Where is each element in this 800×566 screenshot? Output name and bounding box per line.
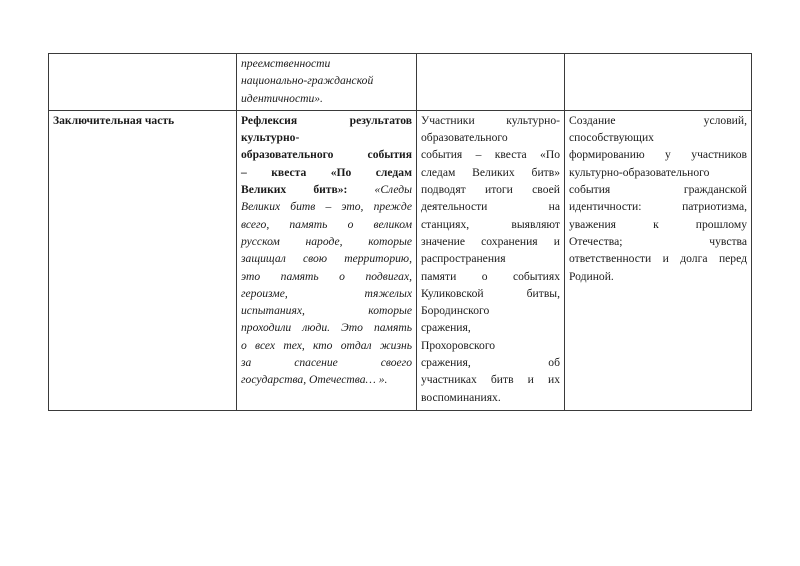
cell-content — [237, 54, 417, 111]
cell-activity — [417, 110, 565, 410]
text-run: культурно- — [241, 131, 300, 145]
text-run: события – квеста «По — [421, 148, 560, 162]
cell-text-line — [421, 198, 560, 215]
cell-stage — [49, 110, 237, 410]
cell-text-line — [241, 55, 412, 72]
cell-text-line — [569, 233, 747, 250]
text-run: культурно-образовательного — [569, 165, 710, 179]
text-run: идентичности: патриотизма, — [569, 200, 747, 214]
cell-text-line — [241, 233, 412, 250]
cell-text-line — [569, 129, 747, 146]
text-run: Участники культурно- — [421, 113, 560, 127]
cell-text-line — [241, 216, 412, 233]
cell-text-line — [241, 146, 412, 163]
text-run: испытаниях, которые — [241, 304, 412, 318]
text-run: следам Великих битв» — [421, 165, 560, 179]
text-run: события гражданской — [569, 183, 747, 197]
cell-text-line — [241, 250, 412, 267]
text-run: деятельности на — [421, 200, 560, 214]
text-run: защищал свою территорию, — [241, 252, 412, 266]
cell-text-line — [421, 354, 560, 371]
cell-text-line — [421, 112, 560, 129]
text-run: русском народе, которые — [241, 234, 412, 248]
text-run: о всех тех, кто отдал жизнь — [241, 338, 412, 352]
cell-text-line — [241, 129, 412, 146]
cell-text-line — [569, 164, 747, 181]
text-run: национально-гражданской — [241, 74, 374, 88]
cell-text-line — [569, 198, 747, 215]
cell-activity — [417, 54, 565, 111]
cell-text-line — [569, 112, 747, 129]
cell-text-line — [241, 198, 412, 215]
cell-text-line — [569, 181, 747, 198]
cell-text-line — [241, 268, 412, 285]
cell-text-line — [241, 337, 412, 354]
text-run: преемственности — [241, 57, 331, 70]
text-run: – квеста «По следам — [241, 165, 412, 179]
cell-text-line — [421, 250, 560, 267]
cell-text-line — [241, 371, 412, 388]
text-run: образовательного — [421, 131, 508, 145]
cell-text-line — [421, 129, 560, 146]
text-run: это память о подвигах, — [241, 269, 412, 283]
cell-text-line — [421, 233, 560, 250]
text-run: образовательного события — [241, 148, 412, 162]
text-run: сражения, об — [421, 356, 560, 370]
text-run: Отечества; чувства — [569, 234, 747, 248]
cell-text-line — [53, 112, 232, 129]
cell-text-line — [241, 112, 412, 129]
text-run: значение сохранения и — [421, 234, 560, 248]
cell-text-line — [241, 90, 412, 107]
text-run: распространения — [421, 252, 506, 266]
text-run: ответственности и долга перед — [569, 252, 747, 266]
cell-text-line — [569, 216, 747, 233]
cell-content — [237, 110, 417, 410]
cell-text-line — [241, 164, 412, 181]
cell-text-line — [421, 164, 560, 181]
text-run: станциях, выявляют — [421, 217, 560, 231]
text-run: участниках битв и их — [421, 373, 560, 387]
text-run: героизме, тяжелых — [241, 286, 412, 300]
cell-text-line — [241, 354, 412, 371]
cell-stage — [49, 54, 237, 111]
text-run: Родиной. — [569, 269, 614, 283]
event-plan-table — [48, 53, 752, 411]
cell-text-line — [569, 250, 747, 267]
text-run: всего, память о великом — [241, 217, 412, 231]
cell-text-line — [421, 337, 560, 354]
text-run: воспоминаниях. — [421, 390, 501, 404]
text-run: за спасение своего — [241, 356, 412, 370]
text-run: сражения, — [421, 321, 471, 335]
text-run: государства, Отечества… ». — [241, 373, 388, 387]
cell-text-line — [421, 319, 560, 336]
text-run: уважения к прошлому — [569, 217, 747, 231]
table-row — [49, 54, 752, 111]
text-run: Рефлексия результатов — [241, 113, 412, 127]
cell-text-line — [421, 146, 560, 163]
cell-text-line — [241, 72, 412, 89]
cell-result — [565, 110, 752, 410]
cell-text-line — [421, 285, 560, 302]
text-run: способствующих — [569, 131, 654, 145]
cell-text-line — [241, 319, 412, 336]
cell-text-line — [241, 302, 412, 319]
cell-text-line — [569, 146, 747, 163]
text-run: идентичности». — [241, 91, 323, 105]
cell-text-line — [421, 181, 560, 198]
text-run: Прохоровского — [421, 338, 496, 352]
text-run: Великих битв»: — [241, 183, 348, 197]
text-run: Великих битв – это, прежде — [241, 200, 412, 214]
table-row — [49, 110, 752, 410]
text-run: Заключительная часть — [53, 113, 175, 127]
text-run: проходили люди. Это память — [241, 321, 412, 335]
cell-text-line — [421, 216, 560, 233]
cell-text-line — [569, 268, 747, 285]
text-run: Куликовской битвы, — [421, 286, 560, 300]
cell-text-line — [421, 371, 560, 388]
cell-text-line — [421, 302, 560, 319]
text-run: Бородинского — [421, 304, 490, 318]
cell-text-line — [421, 268, 560, 285]
cell-text-line — [241, 181, 412, 198]
text-run: подводят итоги своей — [421, 183, 560, 197]
cell-text-line — [241, 285, 412, 302]
text-run: памяти о событиях — [421, 269, 560, 283]
text-run: «Следы — [374, 183, 412, 197]
cell-text-line — [421, 389, 560, 406]
text-run: формированию у участников — [569, 148, 747, 162]
cell-result — [565, 54, 752, 111]
text-run: Создание условий, — [569, 113, 747, 127]
